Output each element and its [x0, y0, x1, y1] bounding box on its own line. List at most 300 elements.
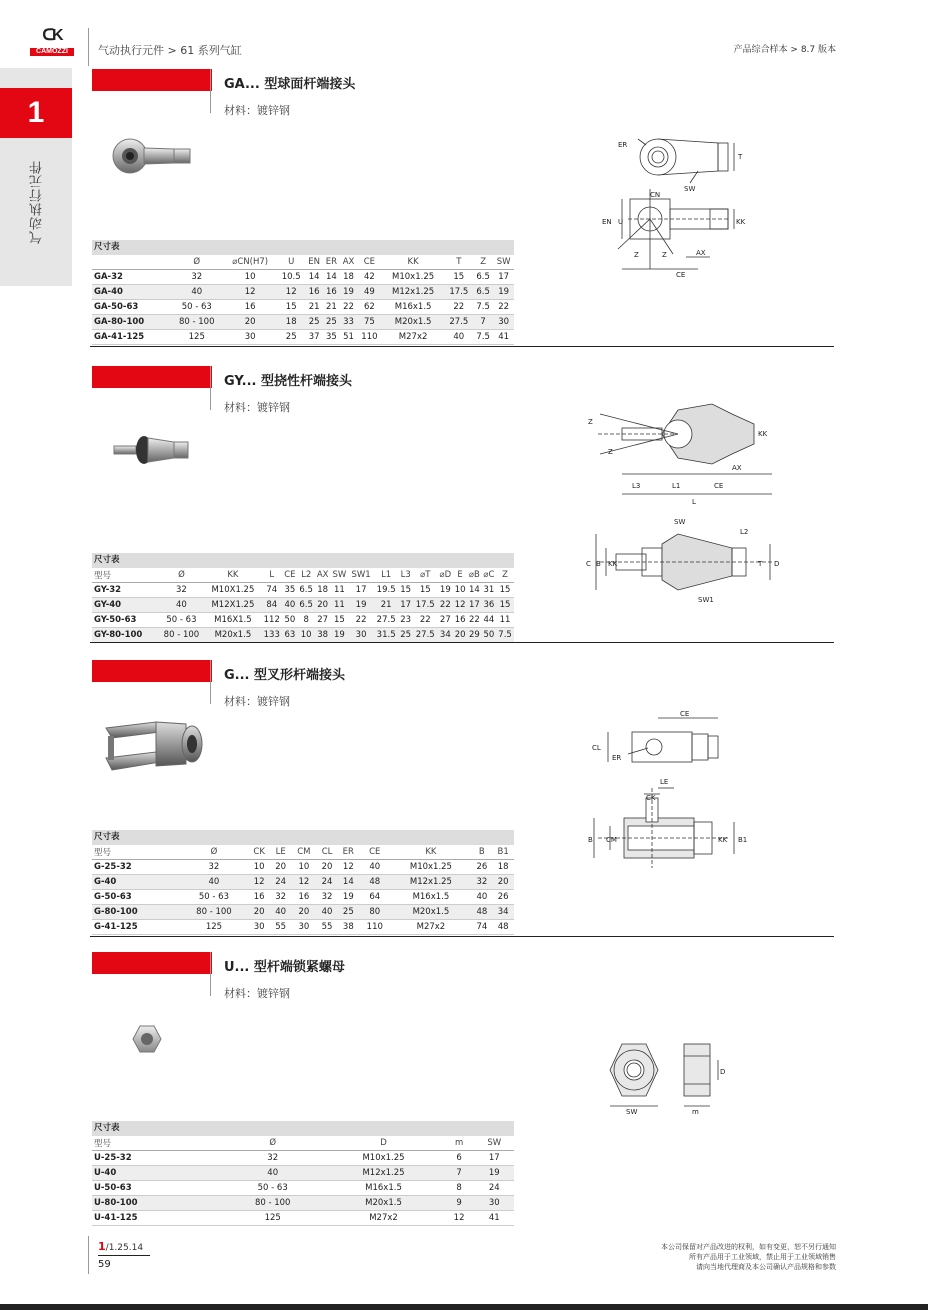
section-material: 材料：镀锌钢 — [224, 401, 290, 414]
section-code — [98, 1240, 150, 1253]
table-cell: 27 — [315, 613, 330, 628]
table-cell: 51 — [340, 330, 357, 345]
table-cell: 26 — [492, 890, 514, 905]
table-row — [92, 920, 514, 935]
table-cell: 10 — [291, 860, 317, 875]
code-underline — [98, 1255, 150, 1256]
table-cell: 63 — [282, 628, 297, 643]
column-header: KK — [382, 255, 445, 270]
gy-dimensions-table — [92, 553, 514, 643]
table-body — [92, 1151, 514, 1226]
table-cell: M10X1.25 — [205, 583, 261, 598]
table-cell: 21 — [374, 598, 399, 613]
table-cell: 11 — [496, 613, 514, 628]
table-header-row — [92, 845, 514, 860]
catalog-version: 产品综合样本 > 8.7 版本 — [733, 45, 836, 55]
disclaimer-line: 请向当地代理商及本公司确认产品规格和参数 — [696, 1263, 836, 1271]
column-header: CL — [317, 845, 338, 860]
column-header: AX — [315, 568, 330, 583]
diagram-label: KK — [718, 836, 728, 844]
table-cell: 84 — [261, 598, 282, 613]
table-cell: M20x1.5 — [382, 315, 445, 330]
table-caption: 尺寸表 — [92, 830, 514, 845]
table-cell: 18 — [277, 315, 305, 330]
column-header: LE — [270, 845, 291, 860]
table-row — [92, 598, 514, 613]
section-red-bar — [92, 366, 212, 388]
table-header-row — [92, 255, 514, 270]
diagram-label: CE — [680, 710, 690, 718]
column-header: U — [277, 255, 305, 270]
diagram-label: D — [774, 560, 780, 568]
table-cell: 14 — [337, 875, 359, 890]
diagram-label: T — [738, 153, 743, 161]
column-header — [92, 255, 170, 270]
table-cell: 25 — [277, 330, 305, 345]
table-cell: 11 — [330, 583, 348, 598]
table-cell: 80 — [359, 905, 390, 920]
column-header: L3 — [399, 568, 413, 583]
table-body — [92, 270, 514, 345]
table-cell: 25 — [323, 315, 340, 330]
table-cell: 41 — [475, 1211, 514, 1226]
ga-technical-drawing — [598, 129, 758, 279]
disclaimer-line: 所有产品用于工业领域，禁止用于工业领域销售 — [689, 1253, 836, 1261]
table-cell: 50 - 63 — [222, 1181, 323, 1196]
table-cell: 49 — [357, 285, 381, 300]
table-cell: 27 — [438, 613, 453, 628]
table-cell: 15 — [330, 613, 348, 628]
model-code-cell: U-80-100 — [92, 1196, 222, 1211]
table-row — [92, 330, 514, 345]
breadcrumb[interactable]: 气动执行元件 > 61 系列气缸 — [98, 44, 242, 57]
column-header: Ø — [222, 1136, 323, 1151]
diagram-label: L1 — [672, 482, 681, 490]
column-header: SW — [475, 1136, 514, 1151]
diagram-label: SW — [626, 1108, 638, 1116]
table-cell: 32 — [170, 270, 223, 285]
table-cell: 125 — [222, 1211, 323, 1226]
table-cell: 48 — [359, 875, 390, 890]
section-title: G... 型叉形杆端接头 — [224, 668, 346, 683]
diagram-label: ER — [618, 141, 628, 149]
column-header: ⌀B — [467, 568, 481, 583]
table-cell: 15 — [496, 583, 514, 598]
model-code-cell: GY-80-100 — [92, 628, 158, 643]
section-bottom-rule — [90, 346, 834, 347]
column-header: ⌀T — [413, 568, 438, 583]
section-bottom-rule — [90, 642, 834, 643]
logo-mark-icon: ᑕK — [42, 27, 62, 44]
diagram-label: KK — [758, 430, 768, 438]
table-cell: 6.5 — [473, 270, 493, 285]
table-cell: 74 — [471, 920, 492, 935]
table-cell: 40 — [222, 1166, 323, 1181]
section-gy — [90, 366, 834, 643]
table-row — [92, 1196, 514, 1211]
column-header: B1 — [492, 845, 514, 860]
column-header: ⌀D — [438, 568, 453, 583]
table-cell: 18 — [315, 583, 330, 598]
model-code-cell: G-80-100 — [92, 905, 180, 920]
section-title: U... 型杆端锁紧螺母 — [224, 960, 345, 975]
table-cell: 20 — [223, 315, 277, 330]
table-cell: 9 — [444, 1196, 475, 1211]
model-code-cell: GA-32 — [92, 270, 170, 285]
column-header: Z — [473, 255, 493, 270]
column-header: KK — [205, 568, 261, 583]
table-row — [92, 1181, 514, 1196]
table-cell: 34 — [438, 628, 453, 643]
table-cell: 42 — [357, 270, 381, 285]
table-cell: 22 — [467, 613, 481, 628]
table-cell: 50 — [282, 613, 297, 628]
table-cell: 11 — [330, 598, 348, 613]
column-header: 型号 — [92, 1136, 222, 1151]
table-cell: 18 — [492, 860, 514, 875]
diagram-label: SW — [674, 518, 686, 526]
table-cell: M27x2 — [390, 920, 471, 935]
table-cell: 10.5 — [277, 270, 305, 285]
table-caption: 尺寸表 — [92, 553, 514, 568]
diagram-label: L2 — [740, 528, 749, 536]
table-cell: 80 - 100 — [180, 905, 248, 920]
table-cell: 16 — [223, 300, 277, 315]
table-cell: 44 — [482, 613, 497, 628]
disclaimer — [661, 1242, 836, 1272]
column-header: Ø — [180, 845, 248, 860]
column-header: CE — [282, 568, 297, 583]
camozzi-logo — [30, 28, 74, 60]
table-cell: M20x1.5 — [323, 1196, 443, 1211]
section-code-suffix: /1.25.14 — [105, 1243, 144, 1253]
column-header: ER — [337, 845, 359, 860]
table-cell: 48 — [471, 905, 492, 920]
table-cell: 32 — [222, 1151, 323, 1166]
table-row — [92, 583, 514, 598]
table-cell: 16 — [453, 613, 467, 628]
table-cell: 112 — [261, 613, 282, 628]
diagram-label: D — [720, 1068, 726, 1076]
table-cell: 16 — [291, 890, 317, 905]
table-cell: 74 — [261, 583, 282, 598]
table-cell: 14 — [323, 270, 340, 285]
diagram-label: AX — [696, 249, 706, 257]
table-cell: 32 — [180, 860, 248, 875]
model-code-cell: G-41-125 — [92, 920, 180, 935]
table-cell: 31.5 — [374, 628, 399, 643]
model-code-cell: GA-40 — [92, 285, 170, 300]
table-cell: M12x1.25 — [323, 1166, 443, 1181]
table-cell: M16x1.5 — [382, 300, 445, 315]
table-cell: 15 — [445, 270, 473, 285]
table-cell: 14 — [305, 270, 323, 285]
diagram-label: SW — [684, 185, 696, 193]
table-cell: 34 — [492, 905, 514, 920]
table-cell: M10x1.25 — [382, 270, 445, 285]
chapter-label: 气动执行元件 — [30, 160, 45, 244]
table-cell: 7.5 — [496, 628, 514, 643]
table-cell: 7 — [444, 1166, 475, 1181]
table-cell: 19 — [340, 285, 357, 300]
diagram-label: KK — [608, 560, 618, 568]
table-cell: M27x2 — [382, 330, 445, 345]
model-code-cell: GA-80-100 — [92, 315, 170, 330]
table-cell: 110 — [359, 920, 390, 935]
g-technical-drawing — [588, 708, 768, 884]
table-cell: 15 — [399, 583, 413, 598]
page-number: 59 — [98, 1259, 111, 1270]
table-cell: 10 — [248, 860, 270, 875]
table-cell: 125 — [170, 330, 223, 345]
table-cell: M12X1.25 — [205, 598, 261, 613]
column-header: SW — [330, 568, 348, 583]
section-ga — [90, 69, 834, 347]
table-cell: 40 — [282, 598, 297, 613]
footer-divider — [88, 1236, 89, 1274]
table-cell: 64 — [359, 890, 390, 905]
table-cell: 17 — [467, 598, 481, 613]
table-cell: 40 — [270, 905, 291, 920]
table-cell: 50 — [482, 628, 497, 643]
section-red-bar — [92, 952, 212, 974]
diagram-label: LE — [660, 778, 669, 786]
table-cell: 6 — [444, 1151, 475, 1166]
table-cell: 36 — [482, 598, 497, 613]
table-cell: 18 — [340, 270, 357, 285]
table-cell: M16x1.5 — [390, 890, 471, 905]
section-g — [90, 660, 834, 937]
diagram-label: Z — [634, 251, 639, 259]
table-cell: 22 — [438, 598, 453, 613]
table-cell: 12 — [277, 285, 305, 300]
table-cell: 30 — [475, 1196, 514, 1211]
column-header: CE — [357, 255, 381, 270]
table-cell: 24 — [270, 875, 291, 890]
table-cell: 19 — [493, 285, 514, 300]
u-technical-drawing — [604, 1040, 744, 1120]
diagram-label: B — [596, 560, 601, 568]
table-cell: 40 — [445, 330, 473, 345]
section-title: GA... 型球面杆端接头 — [224, 77, 356, 92]
table-cell: 40 — [471, 890, 492, 905]
table-header-row — [92, 1136, 514, 1151]
table-cell: 29 — [467, 628, 481, 643]
diagram-label: Z — [662, 251, 667, 259]
table-cell: 80 - 100 — [170, 315, 223, 330]
table-cell: 17 — [475, 1151, 514, 1166]
g-dimensions-table — [92, 830, 514, 935]
table-cell: M20x1.5 — [205, 628, 261, 643]
table-row — [92, 300, 514, 315]
table-cell: 12 — [453, 598, 467, 613]
table-cell: M16x1.5 — [323, 1181, 443, 1196]
column-header: SW1 — [348, 568, 373, 583]
title-divider — [210, 69, 211, 113]
model-code-cell: G-50-63 — [92, 890, 180, 905]
g-product-photo — [98, 714, 206, 780]
column-header: Ø — [170, 255, 223, 270]
table-cell: 55 — [270, 920, 291, 935]
table-cell: 15 — [496, 598, 514, 613]
table-cell: 7 — [473, 315, 493, 330]
diagram-label: T — [758, 560, 763, 568]
table-cell: 50 - 63 — [158, 613, 205, 628]
section-bottom-rule — [90, 936, 834, 937]
table-cell: 24 — [317, 875, 338, 890]
column-header: CM — [291, 845, 317, 860]
table-cell: 27.5 — [374, 613, 399, 628]
model-code-cell: U-50-63 — [92, 1181, 222, 1196]
table-cell: 10 — [223, 270, 277, 285]
column-header: L2 — [297, 568, 315, 583]
diagram-label: C — [586, 560, 591, 568]
table-cell: 22 — [413, 613, 438, 628]
table-row — [92, 905, 514, 920]
model-code-cell: GA-41-125 — [92, 330, 170, 345]
column-header: B — [471, 845, 492, 860]
table-row — [92, 613, 514, 628]
table-cell: 75 — [357, 315, 381, 330]
column-header: ER — [323, 255, 340, 270]
table-row — [92, 628, 514, 643]
table-cell: 32 — [317, 890, 338, 905]
diagram-label: B1 — [738, 836, 748, 844]
table-cell: 19 — [330, 628, 348, 643]
u-product-photo — [132, 1024, 162, 1054]
section-red-bar — [92, 69, 212, 91]
table-cell: 22 — [348, 613, 373, 628]
table-cell: 7.5 — [473, 300, 493, 315]
table-cell: 31 — [482, 583, 497, 598]
model-code-cell: U-41-125 — [92, 1211, 222, 1226]
column-header: L — [261, 568, 282, 583]
table-cell: 12 — [248, 875, 270, 890]
title-divider — [210, 952, 211, 996]
diagram-label: U — [618, 218, 624, 226]
diagram-label: KK — [736, 218, 746, 226]
table-row — [92, 1166, 514, 1181]
column-header: AX — [340, 255, 357, 270]
column-header: D — [323, 1136, 443, 1151]
section-title: GY... 型挠性杆端接头 — [224, 374, 352, 389]
diagram-label: ER — [612, 754, 622, 762]
page-bottom-rule — [0, 1304, 928, 1310]
table-cell: 12 — [444, 1211, 475, 1226]
table-cell: 22 — [493, 300, 514, 315]
table-row — [92, 1211, 514, 1226]
column-header: ⌀C — [482, 568, 497, 583]
table-cell: 12 — [291, 875, 317, 890]
table-cell: 24 — [475, 1181, 514, 1196]
diagram-label: CN — [650, 191, 661, 199]
table-cell: 8 — [444, 1181, 475, 1196]
table-cell: 27.5 — [413, 628, 438, 643]
model-code-cell: GA-50-63 — [92, 300, 170, 315]
table-caption: 尺寸表 — [92, 240, 514, 255]
diagram-label: Z — [608, 448, 613, 456]
diagram-label: CK — [646, 794, 656, 802]
title-divider — [210, 366, 211, 410]
column-header: Z — [496, 568, 514, 583]
table-cell: 25 — [337, 905, 359, 920]
table-cell: M12x1.25 — [382, 285, 445, 300]
table-cell: 40 — [317, 905, 338, 920]
column-header: KK — [390, 845, 471, 860]
table-cell: 14 — [467, 583, 481, 598]
column-header: SW — [493, 255, 514, 270]
column-header: ⌀CN(H7) — [223, 255, 277, 270]
section-code-prefix: 1 — [98, 1240, 106, 1253]
table-cell: 21 — [323, 300, 340, 315]
table-cell: 80 - 100 — [158, 628, 205, 643]
table-cell: 30 — [223, 330, 277, 345]
column-header: m — [444, 1136, 475, 1151]
table-cell: 20 — [248, 905, 270, 920]
table-header-row — [92, 568, 514, 583]
table-cell: 7.5 — [473, 330, 493, 345]
table-cell: 33 — [340, 315, 357, 330]
logo-text: CAMOZZI — [30, 48, 74, 56]
table-row — [92, 270, 514, 285]
column-header: 型号 — [92, 845, 180, 860]
diagram-label: L — [692, 498, 696, 506]
table-cell: 40 — [359, 860, 390, 875]
model-code-cell: G-25-32 — [92, 860, 180, 875]
diagram-label: CM — [606, 836, 617, 844]
table-row — [92, 1151, 514, 1166]
diagram-label: m — [692, 1108, 699, 1116]
table-cell: 20 — [315, 598, 330, 613]
ga-product-photo — [108, 135, 194, 177]
table-row — [92, 875, 514, 890]
column-header: CE — [359, 845, 390, 860]
table-cell: 50 - 63 — [170, 300, 223, 315]
table-cell: 35 — [282, 583, 297, 598]
table-cell: 15 — [277, 300, 305, 315]
page-reference — [98, 1240, 150, 1270]
table-cell: 20 — [291, 905, 317, 920]
table-cell: 12 — [223, 285, 277, 300]
table-row — [92, 285, 514, 300]
table-cell: 38 — [315, 628, 330, 643]
table-cell: 41 — [493, 330, 514, 345]
table-cell: M20x1.5 — [390, 905, 471, 920]
model-code-cell: U-40 — [92, 1166, 222, 1181]
table-cell: 22 — [445, 300, 473, 315]
column-header: 型号 — [92, 568, 158, 583]
table-cell: 8 — [297, 613, 315, 628]
table-body — [92, 583, 514, 643]
table-cell: 17 — [399, 598, 413, 613]
table-row — [92, 315, 514, 330]
diagram-label: L3 — [632, 482, 641, 490]
model-code-cell: GY-40 — [92, 598, 158, 613]
model-code-cell: G-40 — [92, 875, 180, 890]
table-cell: 20 — [492, 875, 514, 890]
disclaimer-line: 本公司保留对产品改进的权利，如有变更，恕不另行通知 — [661, 1243, 836, 1251]
table-cell: 19.5 — [374, 583, 399, 598]
table-cell: 30 — [291, 920, 317, 935]
table-row — [92, 860, 514, 875]
model-code-cell: GY-50-63 — [92, 613, 158, 628]
section-u — [90, 952, 834, 1230]
table-cell: 19 — [475, 1166, 514, 1181]
table-cell: 19 — [337, 890, 359, 905]
column-header: E — [453, 568, 467, 583]
table-cell: M12x1.25 — [390, 875, 471, 890]
ga-dimensions-table — [92, 240, 514, 345]
